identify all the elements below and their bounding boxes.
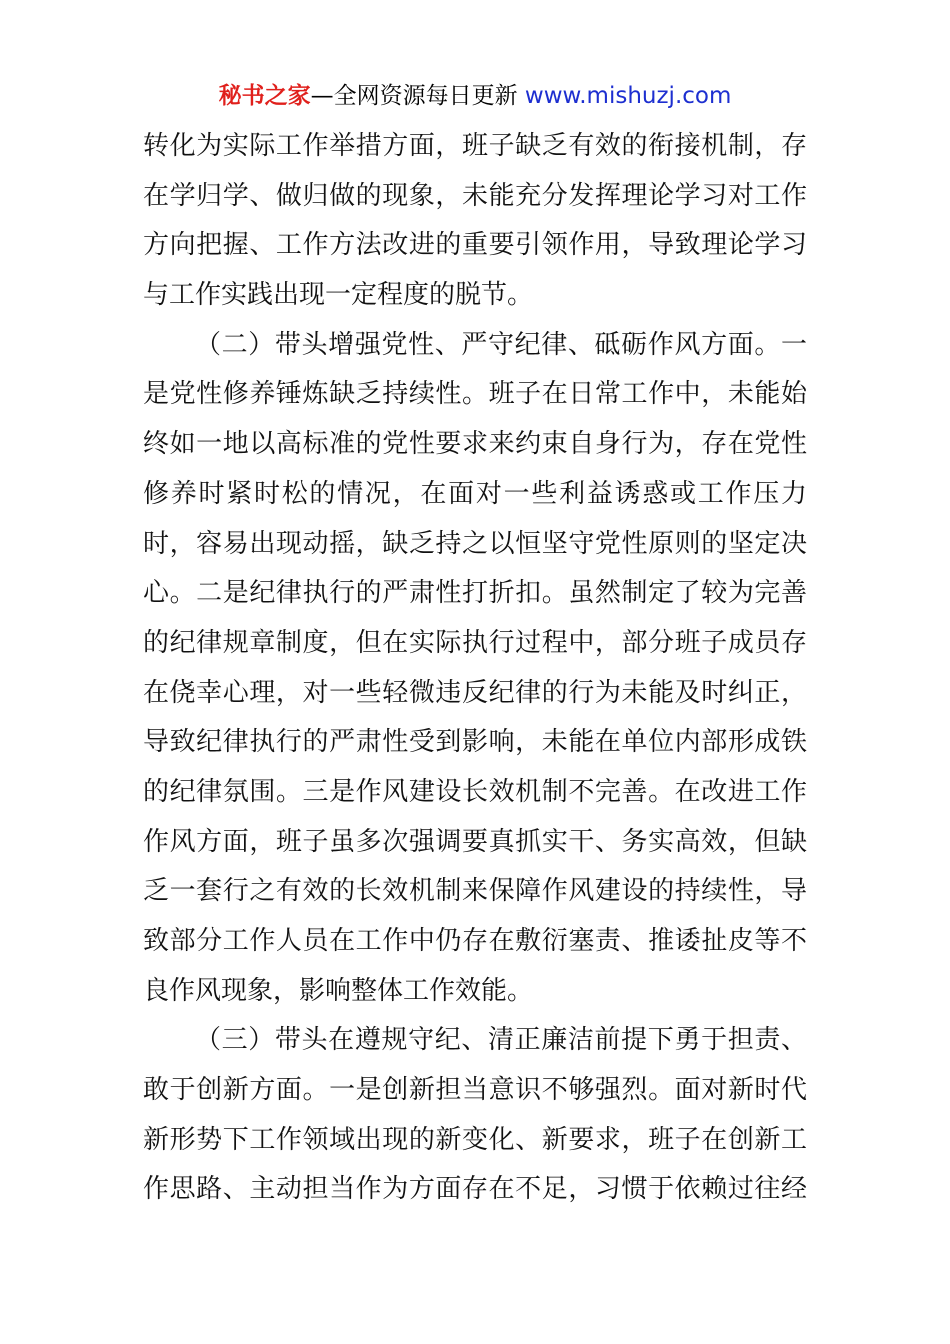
header-tagline: —全网资源每日更新 [310,83,525,109]
text-line: 是党性修养锤炼缺乏持续性。班子在日常工作中，未能始 [143,379,807,410]
text-line: 良作风现象，影响整体工作效能。 [143,975,534,1006]
text-line: 在侥幸心理，对一些轻微违反纪律的行为未能及时纠正， [143,677,807,708]
text-line: 心。二是纪律执行的严肃性打折扣。虽然制定了较为完善 [143,578,807,609]
header-brand: 秘书之家 [218,83,311,109]
section-heading-line: （三）带头在遵规守纪、清正廉洁前提下勇于担责、 [195,1025,807,1056]
text-line: 敢于创新方面。一是创新担当意识不够强烈。面对新时代 [143,1075,807,1106]
header-url-link[interactable]: www.mishuzj.com [524,83,732,109]
text-line: 时，容易出现动摇，缺乏持之以恒坚守党性原则的坚定决 [143,528,807,559]
text-line: 乏一套行之有效的长效机制来保障作风建设的持续性，导 [143,876,807,907]
text-line: 新形势下工作领域出现的新变化、新要求，班子在创新工 [143,1124,807,1155]
text-line: 与工作实践出现一定程度的脱节。 [143,280,534,311]
text-line: 转化为实际工作举措方面，班子缺乏有效的衔接机制，存 [143,131,807,161]
text-line: 作风方面，班子虽多次强调要真抓实干、务实高效，但缺 [143,826,807,857]
text-line: 的纪律氛围。三是作风建设长效机制不完善。在改进工作 [143,776,807,807]
text-line: 终如一地以高标准的党性要求来约束自身行为，存在党性 [143,429,807,460]
text-line: 的纪律规章制度，但在实际执行过程中，部分班子成员存 [143,627,807,658]
text-line: 作思路、主动担当作为方面存在不足，习惯于依赖过往经 [143,1174,807,1205]
text-line: 方向把握、工作方法改进的重要引领作用，导致理论学习 [143,230,807,261]
text-line: 在学归学、做归做的现象，未能充分发挥理论学习对工作 [143,180,807,211]
document-body [143,122,807,1215]
text-line: 修养时紧时松的情况，在面对一些利益诱惑或工作压力 [143,478,807,509]
section-heading-line: （二）带头增强党性、严守纪律、砥砺作风方面。一 [195,329,807,360]
page-header [0,80,950,112]
text-line: 导致纪律执行的严肃性受到影响，未能在单位内部形成铁 [143,727,807,758]
text-line: 致部分工作人员在工作中仍存在敷衍塞责、推诿扯皮等不 [143,926,807,956]
